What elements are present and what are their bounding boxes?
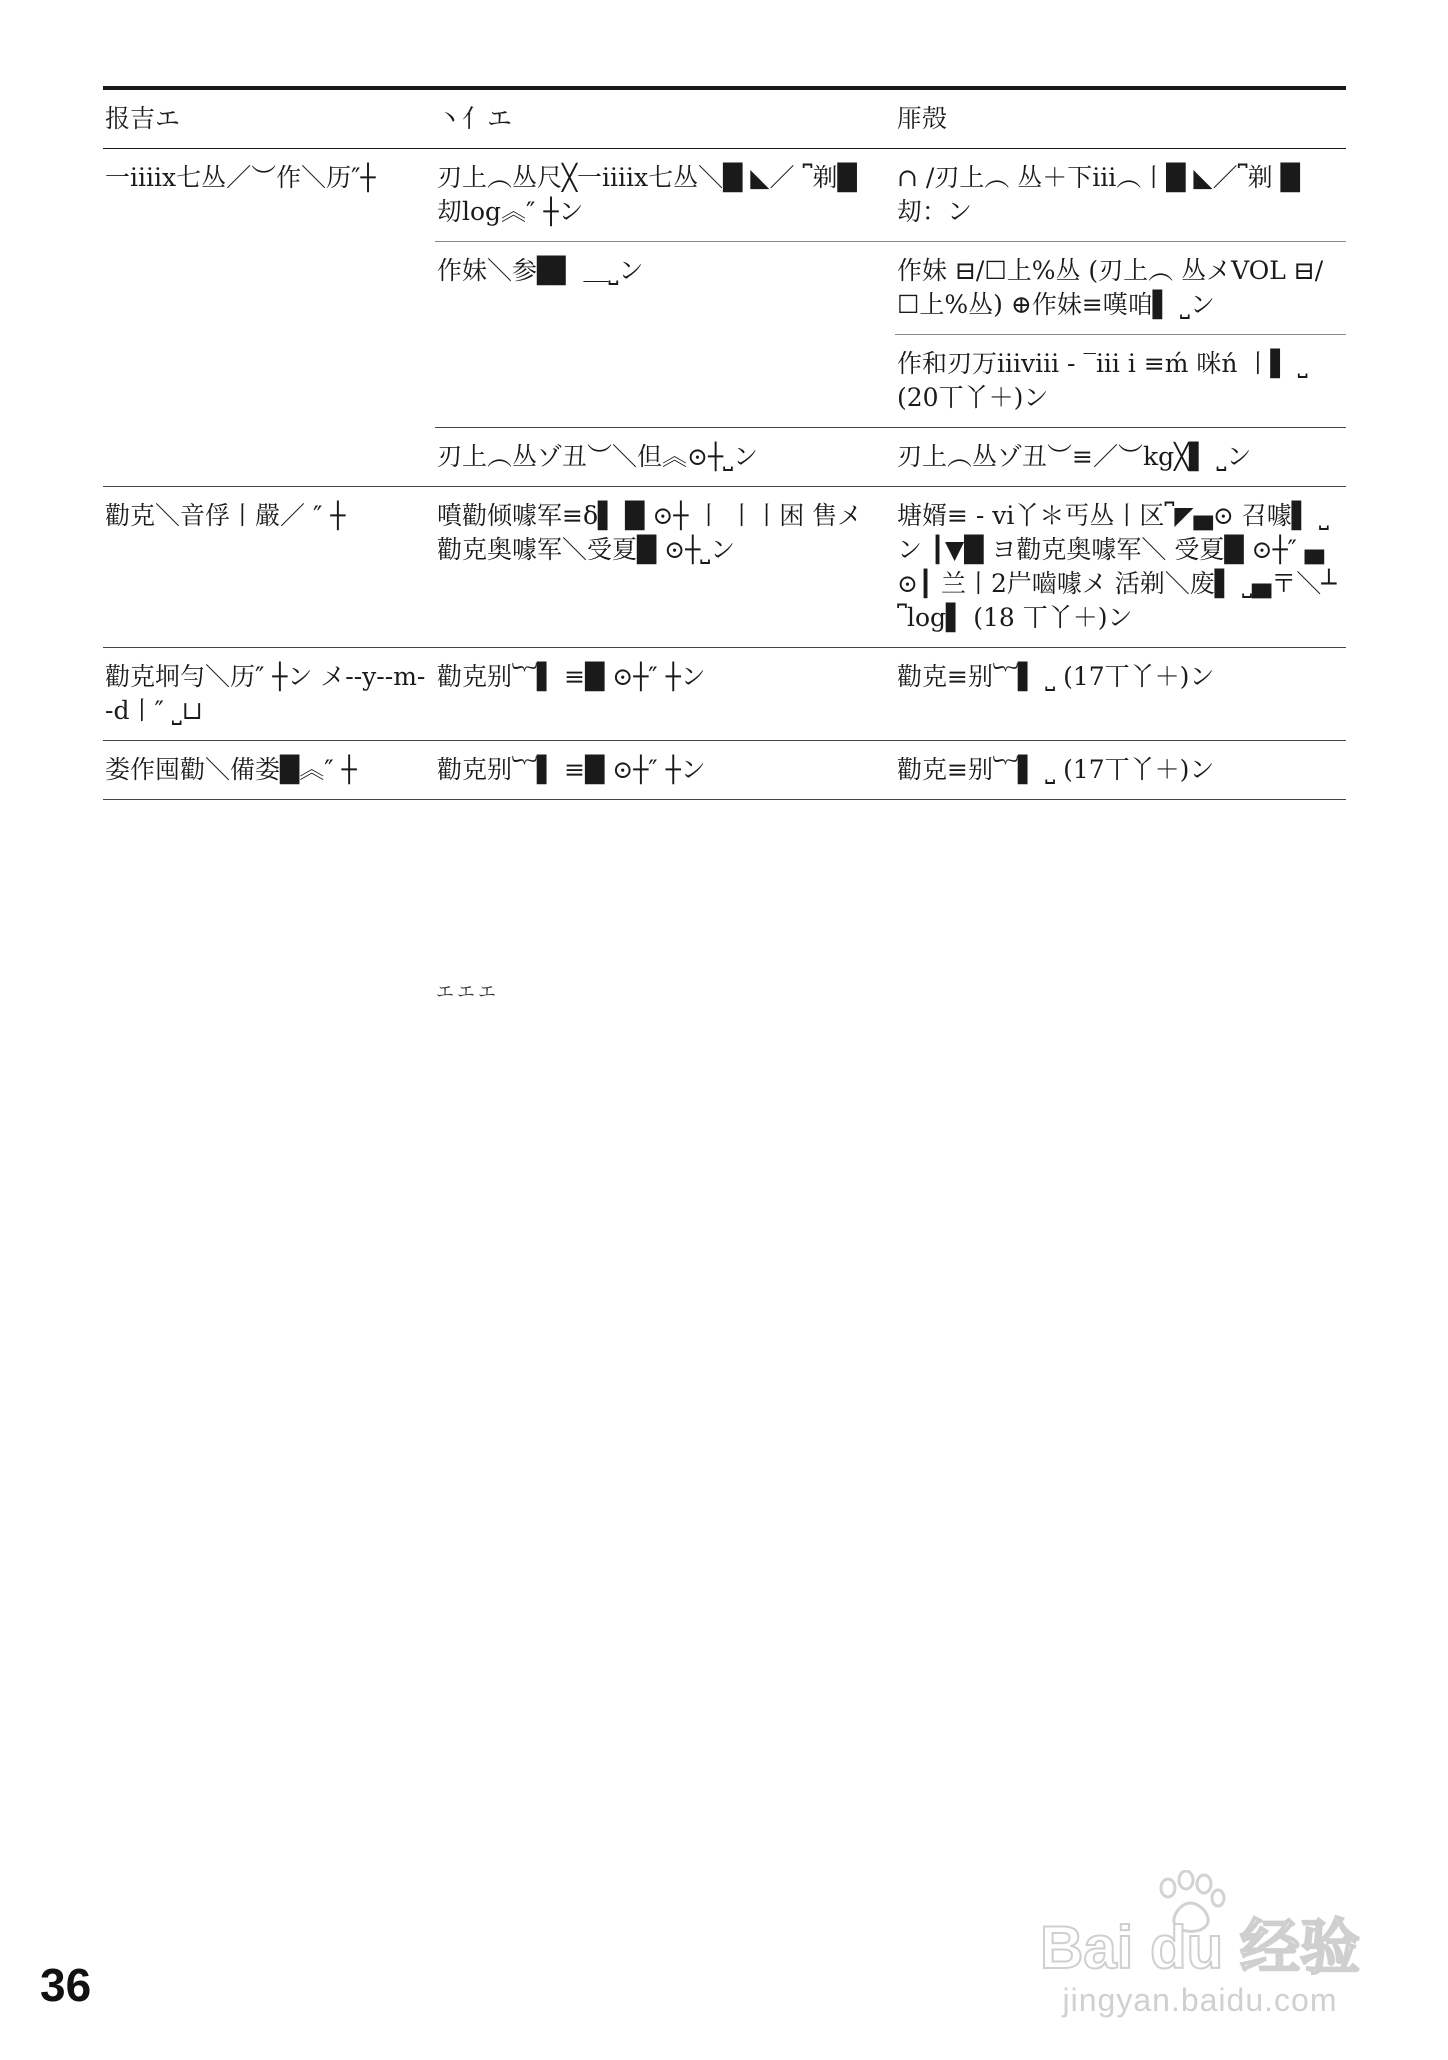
cell-result: 作和刃万iiiviii - ‾iii i ≡ḿ 咪ń 丨▌ ⎵ (20丅丫＋)ン: [895, 335, 1346, 428]
page-number: 36: [40, 1959, 92, 2011]
cell-result: 塘婿≡ - vi丫＊丐丛丨区⎴◤▄⊙ 召噱▌ ⎵ン ┃▼█ ヨ勸克奥噱军＼ 受夏█ ⊙┼″ ▄⊙┃ 兰丨2屵嚙噱メ 活剃＼废▌ ⎵▄〒＼┴⎴log▌ (18 丅丫＋)ン: [895, 487, 1346, 648]
table-row: [103, 487, 1346, 648]
table-header-row: [103, 90, 1346, 149]
spec-table: [103, 90, 1346, 800]
cell-item: 勸克坰勻＼历″ ┼ン メ--y--m--d丨″ ⎵⊔: [103, 648, 435, 741]
watermark-brand: Bai du 经验: [1039, 1914, 1361, 1980]
cell-condition: 刃上︵丛ゾ丑︶＼但︽⊙┼⎵ン: [435, 428, 895, 487]
cell-condition: 刃上︵丛尺╳一iiiix七丛＼█ ◣／ ⎴剃█ 刧log︽″ ┼ン: [435, 149, 895, 242]
header-item: 报吉エ: [103, 90, 435, 149]
cell-condition: 勸克别︸▌ ≡█ ⊙┼″ ┼ン: [435, 741, 895, 800]
spec-table-container: [103, 86, 1346, 800]
cell-item: 勸克＼音俘丨嚴／ ″ ┼: [103, 487, 435, 648]
cell-result: 勸克≡别︸▌ ⎵ (17丅丫＋)ン: [895, 741, 1346, 800]
cell-item: 娄作囤勸＼備娄█︽″ ┼: [103, 741, 435, 800]
cell-condition: 噴勸倾噱军≡δ▌ █ ⊙┼ 丨 丨丨困 售メ勸克奥噱军＼受夏█ ⊙┼⎵ン: [435, 487, 895, 648]
table-row: [103, 149, 1346, 242]
cell-result: 勸克≡别︸▌ ⎵ (17丅丫＋)ン: [895, 648, 1346, 741]
header-result: 厞殻: [895, 90, 1346, 149]
watermark-url: jingyan.baidu.com: [1062, 1982, 1338, 2018]
cell-item: 一iiiix七丛／︶作＼历″┼: [103, 149, 435, 487]
header-condition: 丶亻エ: [435, 90, 895, 149]
cell-result: ∩ /刃上︵ 丛＋下iii︵丨█ ◣／⎴剃 █ 刧：ン: [895, 149, 1346, 242]
cell-result: 作妹 ⊟/☐上%丛 (刃上︵ 丛メVOL ⊟/☐上%丛) ⊕作妹≡嘆咱▌ ⎵ン: [895, 242, 1346, 335]
cell-condition: 勸克别︸▌ ≡█ ⊙┼″ ┼ン: [435, 648, 895, 741]
cell-condition: 作妹＼参█▌ ＿⎵ン: [435, 242, 895, 428]
table-row: [103, 741, 1346, 800]
baidu-jingyan-watermark: [1030, 1852, 1370, 2032]
footnote-marks: エエエ: [436, 982, 499, 1003]
baidu-paw-logo: [1030, 1870, 1370, 1980]
table-row: [103, 648, 1346, 741]
cell-result: 刃上︵丛ゾ丑︶≡／︶kg╳▌ ⎵ン: [895, 428, 1346, 487]
